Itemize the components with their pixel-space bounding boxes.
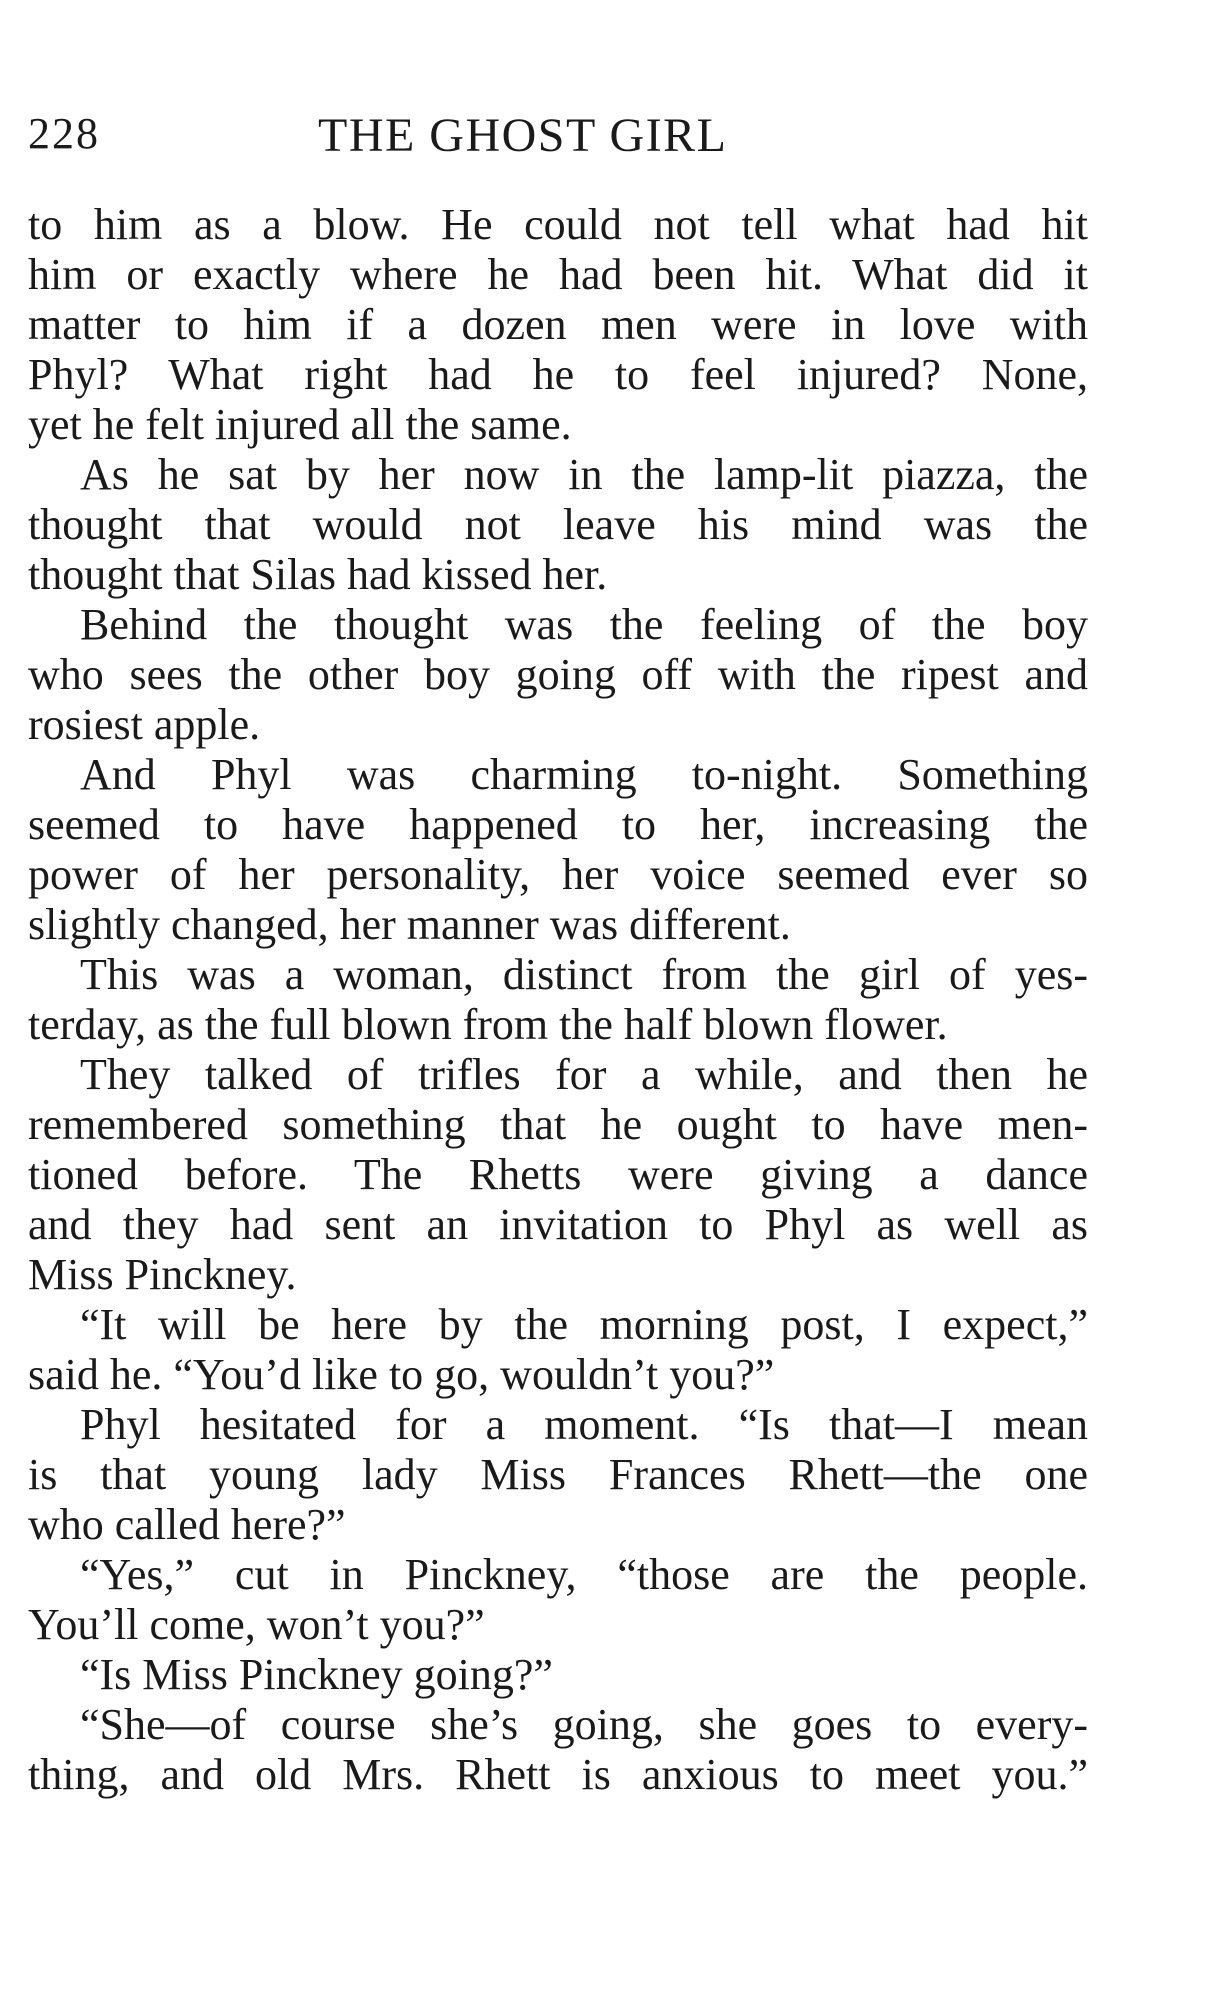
text-line: thought that Silas had kissed her. xyxy=(28,550,608,599)
text-line: power of her personality, her voice seemed ever so xyxy=(28,850,1088,899)
body-text xyxy=(28,200,1088,1800)
page-number: 228 xyxy=(28,109,100,158)
text-line: “It will be here by the morning post, I expect,” xyxy=(80,1300,1088,1349)
text-line: As he sat by her now in the lamp-lit piazza, the xyxy=(80,450,1088,499)
text-line: and they had sent an invitation to Phyl as well as xyxy=(28,1200,1088,1249)
text-line: slightly changed, her manner was different. xyxy=(28,900,791,949)
text-line: You’ll come, won’t you?” xyxy=(28,1600,485,1649)
text-line: “Is Miss Pinckney going?” xyxy=(80,1650,553,1699)
text-line: is that young lady Miss Frances Rhett—the one xyxy=(28,1450,1088,1499)
text-line: They talked of trifles for a while, and then he xyxy=(80,1050,1088,1099)
text-line: Phyl? What right had he to feel injured? None, xyxy=(28,350,1088,399)
text-line: tioned before. The Rhetts were giving a dance xyxy=(28,1150,1088,1199)
text-line: to him as a blow. He could not tell what had hit xyxy=(28,200,1088,249)
text-line: who called here?” xyxy=(28,1500,346,1549)
text-line: remembered something that he ought to have men- xyxy=(28,1100,1088,1149)
text-line: Behind the thought was the feeling of the boy xyxy=(80,600,1088,649)
text-line: This was a woman, distinct from the girl of yes- xyxy=(80,950,1088,999)
text-line: And Phyl was charming to-night. Something xyxy=(80,750,1088,799)
text-line: seemed to have happened to her, increasing the xyxy=(28,800,1088,849)
text-line: terday, as the full blown from the half blown flower. xyxy=(28,1000,948,1049)
text-line: Miss Pinckney. xyxy=(28,1250,297,1299)
text-line: “Yes,” cut in Pinckney, “those are the people. xyxy=(80,1550,1088,1599)
running-title: THE GHOST GIRL xyxy=(318,109,728,162)
text-line: thing, and old Mrs. Rhett is anxious to meet you.” xyxy=(28,1750,1088,1799)
text-line: “She—of course she’s going, she goes to every- xyxy=(80,1700,1088,1749)
text-line: said he. “You’d like to go, wouldn’t you?” xyxy=(28,1350,775,1399)
text-line: him or exactly where he had been hit. What did it xyxy=(28,250,1088,299)
text-line: thought that would not leave his mind was the xyxy=(28,500,1088,549)
text-line: yet he felt injured all the same. xyxy=(28,400,572,449)
text-line: who sees the other boy going off with the ripest and xyxy=(28,650,1088,699)
page-header xyxy=(28,108,1088,168)
text-line: rosiest apple. xyxy=(28,700,261,749)
text-line: matter to him if a dozen men were in love with xyxy=(28,300,1088,349)
text-line: Phyl hesitated for a moment. “Is that—I mean xyxy=(80,1400,1088,1449)
